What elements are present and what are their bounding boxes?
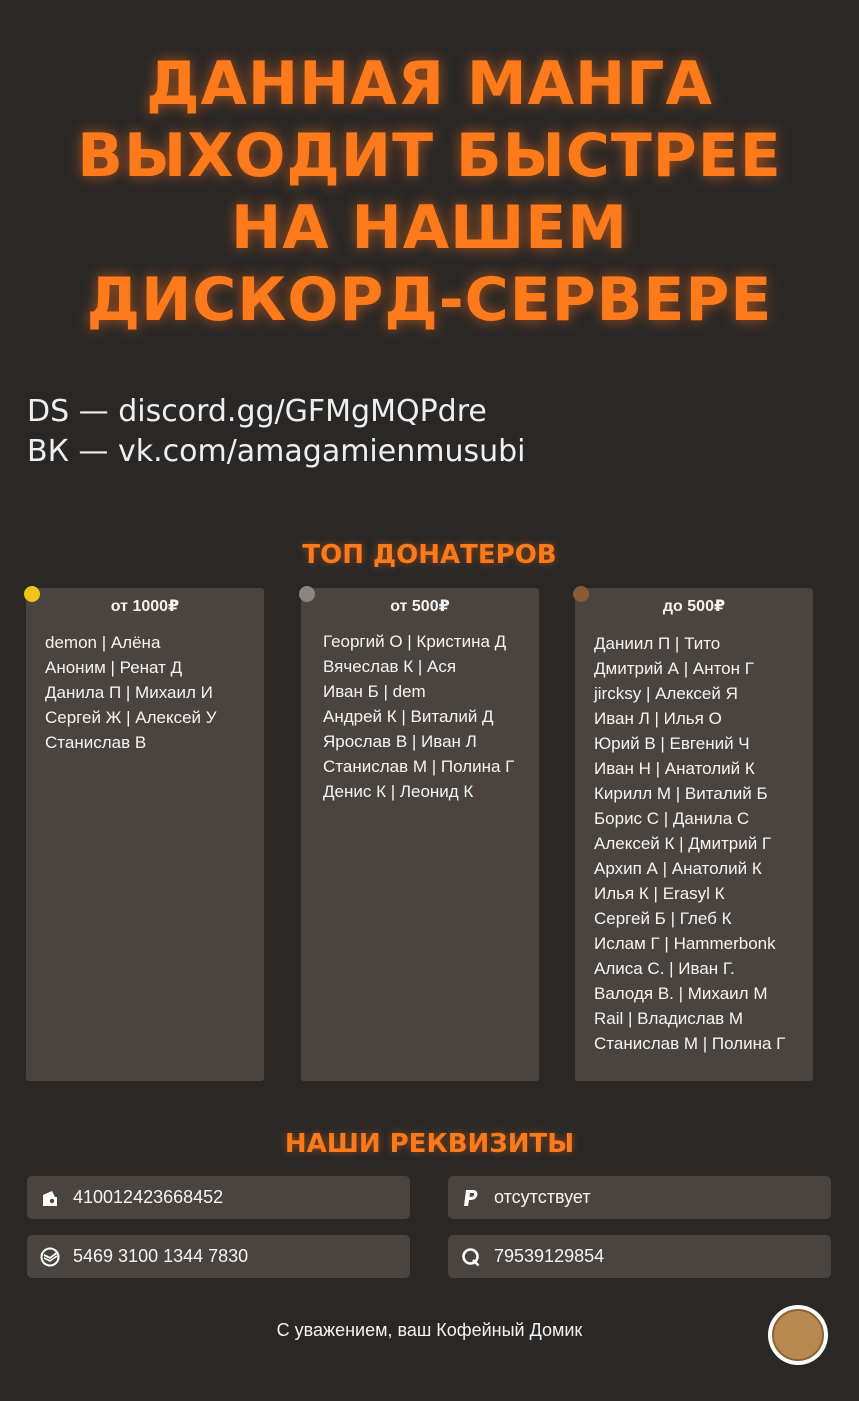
donator-row: jircksy | Алексей Я <box>594 684 738 703</box>
donator-row: demon | Алёна <box>45 633 161 652</box>
headline-line: ДАННАЯ МАНГА <box>146 49 713 119</box>
coffee-cup-icon <box>772 1309 824 1361</box>
donator-row: Вячеслав К | Ася <box>323 657 457 676</box>
donator-row: Кирилл М | Виталий Б <box>594 784 768 803</box>
tier-bronze-marker <box>573 586 589 602</box>
donator-row: Данила П | Михаил И <box>45 683 213 702</box>
yoomoney-requisite[interactable] <box>27 1176 410 1219</box>
headline <box>0 48 859 336</box>
donator-row: Андрей К | Виталий Д <box>323 707 494 726</box>
headline-line: НА НАШЕМ <box>230 193 628 263</box>
qiwi-icon <box>460 1246 482 1268</box>
qiwi-requisite[interactable] <box>448 1235 831 1278</box>
headline-line: ДИСКОРД-СЕРВЕРЕ <box>86 265 773 335</box>
coffee-house-logo <box>768 1305 828 1365</box>
tier-silver-marker <box>299 586 315 602</box>
donator-row: Даниил П | Тито <box>594 634 721 653</box>
donator-column-under-500 <box>575 588 813 1081</box>
donator-row: Дмитрий А | Антон Г <box>594 659 754 678</box>
yoomoney-value: 410012423668452 <box>73 1187 224 1207</box>
donator-row: Rail | Владислав М <box>594 1009 744 1028</box>
donator-row: Илья К | Erasyl К <box>594 884 725 903</box>
donator-column-1000 <box>26 588 264 1081</box>
donator-row: Иван Н | Анатолий К <box>594 759 755 778</box>
sberbank-icon <box>39 1246 61 1268</box>
donator-row: Архип А | Анатолий К <box>594 859 762 878</box>
donators-title: ТОП ДОНАТЕРОВ <box>302 540 557 570</box>
paypal-requisite[interactable] <box>448 1176 831 1219</box>
donator-row: Алексей К | Дмитрий Г <box>594 834 772 853</box>
donator-row: Станислав М | Полина Г <box>594 1034 786 1053</box>
donator-row: Юрий В | Евгений Ч <box>594 734 750 753</box>
donator-row: Ярослав В | Иван Л <box>323 732 477 751</box>
footer-text: С уважением, ваш Кофейный Домик <box>276 1320 583 1340</box>
donator-row: Борис С | Данила С <box>594 809 750 828</box>
donator-row: Валодя В. | Михаил М <box>594 984 768 1003</box>
donator-row: Денис К | Леонид К <box>323 782 474 801</box>
column-header: от 500₽ <box>390 598 450 615</box>
sberbank-requisite[interactable] <box>27 1235 410 1278</box>
links-block <box>27 392 526 472</box>
tier-gold-marker <box>24 586 40 602</box>
column-header: от 1000₽ <box>110 598 180 615</box>
sberbank-value: 5469 3100 1344 7830 <box>73 1246 249 1266</box>
donator-row: Георгий О | Кристина Д <box>323 632 507 651</box>
donator-row: Аноним | Ренат Д <box>45 658 183 677</box>
donator-row: Ислам Г | Hammerbonk <box>594 934 776 953</box>
donator-row: Иван Л | Илья О <box>594 709 722 728</box>
donator-row: Станислав М | Полина Г <box>323 757 515 776</box>
vk-link[interactable]: ВК — vk.com/amagamienmusubi <box>27 434 526 469</box>
yoomoney-icon <box>39 1187 61 1209</box>
discord-link[interactable]: DS — discord.gg/GFMgMQPdre <box>27 394 487 429</box>
donator-row: Сергей Ж | Алексей У <box>45 708 217 727</box>
requisites-title: НАШИ РЕКВИЗИТЫ <box>284 1129 575 1159</box>
column-header: до 500₽ <box>662 598 726 615</box>
qiwi-value: 79539129854 <box>494 1246 605 1266</box>
donator-row: Сергей Б | Глеб К <box>594 909 732 928</box>
donator-list <box>45 630 264 755</box>
donator-row: Иван Б | dem <box>323 682 426 701</box>
headline-line: ВЫХОДИТ БЫСТРЕЕ <box>77 121 782 191</box>
donator-row: Станислав В <box>45 733 147 752</box>
donator-row: Алиса С. | Иван Г. <box>594 959 735 978</box>
donator-list <box>323 629 539 804</box>
donator-list <box>594 631 813 1056</box>
paypal-value: отсутствует <box>494 1187 591 1207</box>
donator-column-500 <box>301 588 539 1081</box>
paypal-icon <box>460 1187 482 1209</box>
